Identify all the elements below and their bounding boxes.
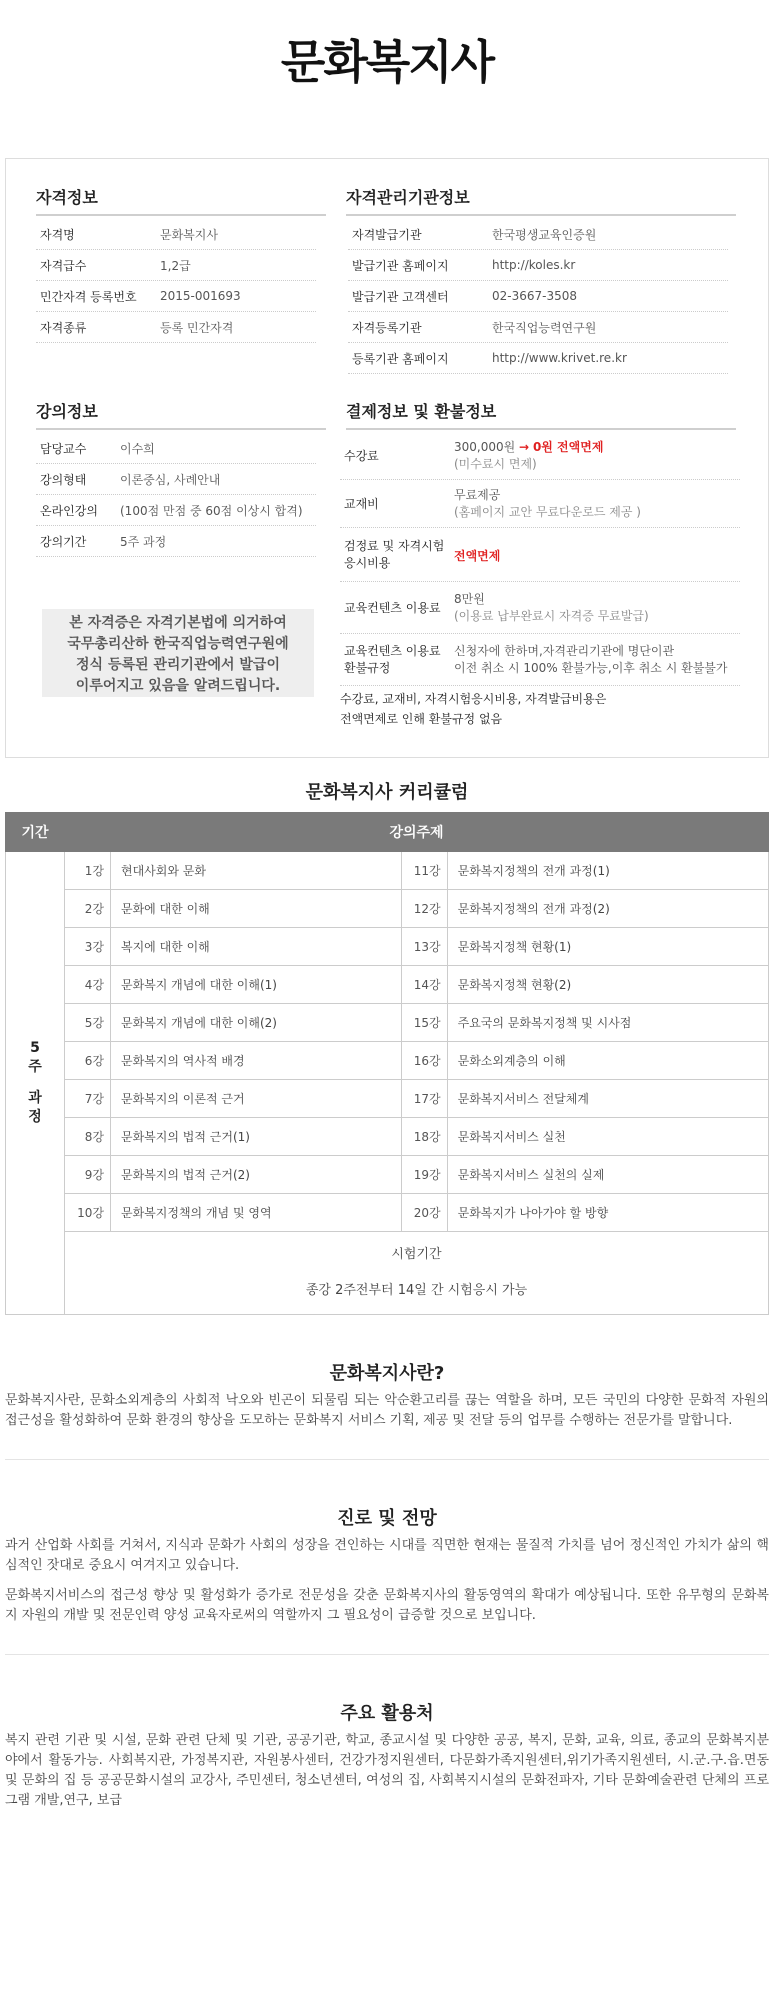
lesson-topic: 복지에 대한 이해: [111, 928, 402, 966]
notice-line: 국무총리산하 한국직업능력연구원에: [67, 636, 289, 652]
info-value: (100점 만점 중 60점 이상시 합격): [120, 503, 303, 518]
payment-heading: 결제정보 및 환불정보: [346, 399, 736, 430]
info-value: 문화복지사: [160, 227, 218, 242]
table-row: [6, 890, 769, 928]
info-value: 한국직업능력연구원: [492, 320, 597, 335]
about-paragraph: 문화복지사란, 문화소외계층의 사회적 낙오와 빈곤이 되물림 되는 악순환고리를 끊는 역할을 하며, 모든 국민의 다양한 문화적 자원의 접근성을 활성화하여 문화 환경의 향상을 도모하는 문화복지 서비스 기획, 제공 및 전달 등의 업무를 수행하는 전문가를 말합니다.: [5, 1393, 769, 1428]
lesson-number: 1강: [65, 852, 111, 890]
notice-line: 이루어지고 있음을 알려드립니다.: [75, 678, 281, 694]
period-text: 주: [28, 1059, 42, 1075]
info-key: 자격급수: [40, 258, 87, 273]
lesson-topic: 문화복지서비스 실천: [447, 1118, 768, 1156]
info-key: 응시비용: [344, 556, 391, 570]
refund-note: [340, 689, 606, 729]
lesson-number: 20강: [401, 1194, 447, 1232]
table-row: [6, 1004, 769, 1042]
payment-row-material: [340, 481, 740, 528]
table-row: [6, 852, 769, 890]
lesson-number: 19강: [401, 1156, 447, 1194]
info-value: 02-3667-3508: [492, 289, 578, 303]
lesson-topic: 문화복지가 나아가야 할 방향: [447, 1194, 768, 1232]
career-paragraph: 문화복지서비스의 접근성 향상 및 활성화가 증가로 전문성을 갖춘 문화복지사의 활동영역의 확대가 예상됩니다. 또한 유무형의 문화복지 자원의 개발 및 전문인력 양성 교육자로써의 역할까지 그 필요성이 급증할 것으로 보입니다.: [5, 1588, 769, 1623]
info-row: [36, 433, 316, 464]
table-row: [6, 1118, 769, 1156]
notice-box: [42, 609, 314, 697]
info-row: [348, 219, 728, 250]
info-row: [36, 526, 316, 557]
curriculum-table: [5, 812, 769, 1315]
info-key: 자격발급기관: [352, 227, 422, 242]
exam-free-badge: 전액면제: [454, 548, 501, 563]
info-row: [36, 495, 316, 526]
lecture-heading: 강의정보: [36, 399, 326, 430]
payment-row-content: [340, 583, 740, 634]
period-text: 정: [28, 1109, 42, 1125]
info-row: [36, 250, 316, 281]
refund-note-line: 전액면제로 인해 환불규정 없음: [340, 712, 503, 726]
info-value: 5주 과정: [120, 534, 167, 549]
info-key: 수강료: [344, 448, 379, 463]
lesson-topic: 문화복지의 법적 근거(1): [111, 1118, 402, 1156]
info-value: 무료제공: [454, 488, 501, 502]
info-row: [36, 312, 316, 343]
info-key: 민간자격 등록번호: [40, 289, 137, 304]
info-row: [348, 281, 728, 312]
about-title: 문화복지사란?: [329, 1363, 445, 1384]
lesson-number: 17강: [401, 1080, 447, 1118]
lesson-number: 12강: [401, 890, 447, 928]
info-key: 강의형태: [40, 472, 87, 487]
lesson-number: 11강: [401, 852, 447, 890]
lesson-topic: 현대사회와 문화: [111, 852, 402, 890]
info-value: 신청자에 한하며,자격관리기관에 명단이관: [454, 644, 675, 658]
info-key: 교육컨텐츠 이용료: [344, 644, 441, 658]
lesson-topic: 문화소외계층의 이해: [447, 1042, 768, 1080]
info-value: 이론중심, 사례안내: [120, 472, 221, 487]
table-row: [6, 928, 769, 966]
info-value: 2015-001693: [160, 289, 241, 303]
usage-title: 주요 활용처: [340, 1703, 434, 1724]
lesson-number: 6강: [65, 1042, 111, 1080]
curriculum-title: 문화복지사 커리큘럼: [305, 782, 469, 803]
notice-line: 정식 등록된 관리기관에서 발급이: [76, 657, 280, 673]
info-row: [36, 219, 316, 250]
info-box: [5, 158, 769, 758]
info-key: 자격종류: [40, 320, 87, 335]
info-sub: (홈페이지 교안 무료다운로드 제공 ): [454, 505, 641, 519]
info-key: 환불규정: [344, 661, 391, 675]
lesson-number: 13강: [401, 928, 447, 966]
lesson-number: 7강: [65, 1080, 111, 1118]
lesson-topic: 문화복지의 이론적 근거: [111, 1080, 402, 1118]
arrow-icon: →: [519, 440, 530, 454]
lesson-number: 9강: [65, 1156, 111, 1194]
info-sub: (이용료 납부완료시 자격증 무료발급): [454, 609, 649, 623]
info-key: 온라인강의: [40, 503, 98, 518]
info-key: 발급기관 고객센터: [352, 289, 449, 304]
payment-row-refund: [340, 635, 740, 686]
lesson-number: 8강: [65, 1118, 111, 1156]
info-value: 이전 취소 시 100% 환불가능,이후 취소 시 환불불가: [454, 661, 728, 675]
info-row: [348, 250, 728, 281]
lesson-topic: 문화복지정책의 개념 및 영역: [111, 1194, 402, 1232]
lesson-number: 3강: [65, 928, 111, 966]
description-section: [5, 1315, 769, 1811]
info-value: 등록 민간자격: [160, 320, 234, 335]
lesson-number: 2강: [65, 890, 111, 928]
career-title: 진로 및 전망: [337, 1508, 437, 1529]
info-key: 검정료 및 자격시험: [344, 539, 445, 553]
lesson-number: 16강: [401, 1042, 447, 1080]
lesson-topic: 문화에 대한 이해: [111, 890, 402, 928]
exam-cell: [65, 1232, 769, 1315]
lesson-topic: 문화복지서비스 실천의 실제: [447, 1156, 768, 1194]
payment-row-exam: [340, 529, 740, 582]
agency-homepage-link[interactable]: http://koles.kr: [492, 258, 576, 272]
info-value: 8만원: [454, 592, 485, 606]
lesson-topic: 문화복지정책 현황(2): [447, 966, 768, 1004]
registry-homepage-link[interactable]: http://www.krivet.re.kr: [492, 351, 627, 365]
info-row: [348, 312, 728, 343]
info-key: 교육컨텐츠 이용료: [344, 600, 441, 615]
tuition-price: 300,000원: [454, 440, 516, 454]
col-period: 기간: [6, 813, 65, 852]
info-value: 이수희: [120, 441, 155, 456]
col-topic: 강의주제: [65, 813, 769, 852]
period-text: 5: [30, 1040, 40, 1056]
refund-note-line: 수강료, 교재비, 자격시험응시비용, 자격발급비용은: [340, 692, 607, 706]
page-title: 문화복지사: [280, 35, 494, 89]
lesson-number: 5강: [65, 1004, 111, 1042]
table-row: [6, 1042, 769, 1080]
info-value: 1,2급: [160, 258, 191, 273]
usage-paragraph: 복지 관련 기관 및 시설, 문화 관련 단체 및 기관, 공공기관, 학교, 종교시설 및 다양한 공공, 복지, 문화, 교육, 의료, 종교의 문화복지분야에서 활동가능. 사회복지관, 가정복지관, 자원봉사센터, 건강가정지원센터, 다문화가족지원센터,위기가족지원센터, 시.군.구.읍.면동 및 문화의 집 등 공공문화시설의 교강사, 주민센터, 청소년센터, 여성의 집, 사회복지시설의 문화전파자, 기타 문화예술관련 단체의 프로그램 개발,연구, 보급: [5, 1733, 769, 1808]
info-sub: (미수료시 면제): [454, 457, 537, 471]
lesson-number: 18강: [401, 1118, 447, 1156]
info-key: 등록기관 홈페이지: [352, 351, 449, 366]
lesson-number: 15강: [401, 1004, 447, 1042]
period-cell: [6, 852, 65, 1315]
career-paragraph: 과거 산업화 사회를 거쳐서, 지식과 문화가 사회의 성장을 견인하는 시대를 직면한 현재는 물질적 가치를 넘어 정신적인 가치가 삶의 핵심적인 잣대로 중요시 여겨지고 있습니다.: [5, 1538, 769, 1573]
exam-title: 시험기간: [391, 1247, 442, 1262]
qualification-heading: 자격정보: [36, 185, 326, 216]
info-value: 한국평생교육인증원: [492, 227, 597, 242]
info-row: [348, 343, 728, 374]
lesson-topic: 주요국의 문화복지정책 및 시사점: [447, 1004, 768, 1042]
lesson-topic: 문화복지정책의 전개 과정(1): [447, 852, 768, 890]
lesson-number: 4강: [65, 966, 111, 1004]
table-row: [6, 1194, 769, 1232]
lesson-topic: 문화복지 개념에 대한 이해(1): [111, 966, 402, 1004]
table-row: [6, 966, 769, 1004]
info-key: 자격명: [40, 227, 75, 242]
exam-desc: 종강 2주전부터 14일 간 시험응시 가능: [305, 1283, 528, 1298]
info-key: 담당교수: [40, 441, 87, 456]
lesson-number: 10강: [65, 1194, 111, 1232]
lesson-topic: 문화복지의 법적 근거(2): [111, 1156, 402, 1194]
period-text: 과: [28, 1090, 42, 1106]
lesson-topic: 문화복지 개념에 대한 이해(2): [111, 1004, 402, 1042]
lesson-topic: 문화복지의 역사적 배경: [111, 1042, 402, 1080]
info-row: [36, 464, 316, 495]
info-key: 강의기간: [40, 534, 87, 549]
lesson-topic: 문화복지정책의 전개 과정(2): [447, 890, 768, 928]
exam-row: [6, 1232, 769, 1315]
table-row: [6, 1080, 769, 1118]
lesson-topic: 문화복지서비스 전달체계: [447, 1080, 768, 1118]
table-row: [6, 1156, 769, 1194]
notice-line: 본 자격증은 자격기본법에 의거하여: [69, 615, 287, 631]
info-key: 교재비: [344, 496, 379, 511]
info-key: 자격등록기관: [352, 320, 422, 335]
info-key: 발급기관 홈페이지: [352, 258, 449, 273]
payment-row-tuition: [340, 433, 740, 480]
info-row: [36, 281, 316, 312]
agency-heading: 자격관리기관정보: [346, 185, 736, 216]
lesson-number: 14강: [401, 966, 447, 1004]
lesson-topic: 문화복지정책 현황(1): [447, 928, 768, 966]
tuition-free-badge: 0원 전액면제: [532, 440, 604, 454]
